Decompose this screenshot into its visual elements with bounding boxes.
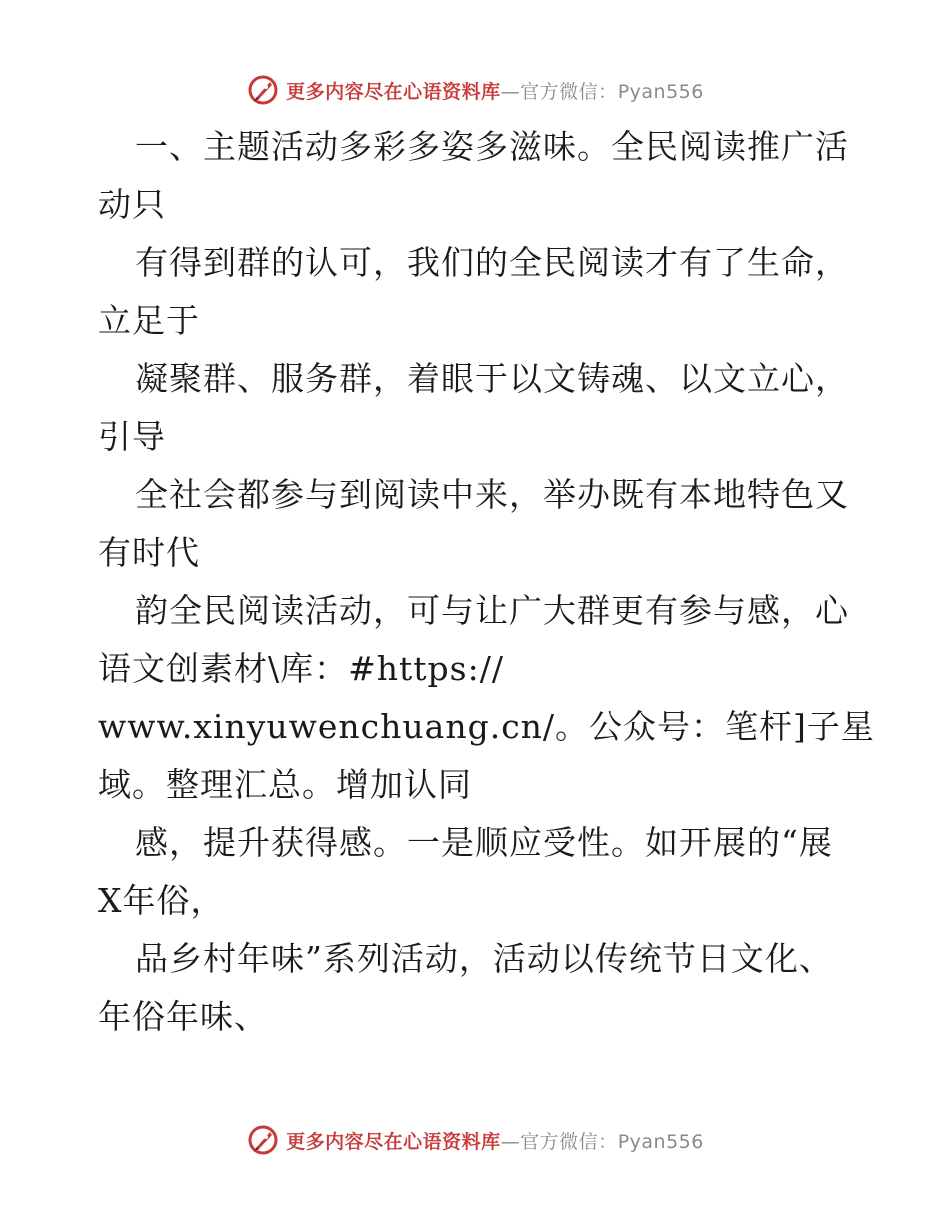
header-dash: — bbox=[500, 80, 521, 103]
body-line: X年俗， bbox=[98, 881, 225, 920]
body-line: 域。整理汇总。增加认同 bbox=[98, 765, 472, 804]
footer-banner-inner bbox=[246, 1123, 704, 1157]
footer-account: Pyan556 bbox=[617, 1130, 704, 1153]
header-brand: 更多内容尽在心语资料库 bbox=[286, 80, 501, 103]
header-banner-inner bbox=[246, 73, 704, 107]
body-line: 有时代 bbox=[98, 533, 200, 572]
header-account: Pyan556 bbox=[617, 80, 704, 103]
body-line: 全社会都参与到阅读中来，举办既有本地特色又 bbox=[135, 475, 849, 514]
footer-banner bbox=[0, 1120, 950, 1160]
quill-pen-circle-icon bbox=[246, 1123, 280, 1157]
body-line: 品乡村年味”系列活动，活动以传统节日文化、 bbox=[135, 939, 833, 978]
body-line: 年俗年味、 bbox=[98, 997, 268, 1036]
document-body bbox=[98, 118, 875, 1046]
body-line: www.xinyuwenchuang.cn/。公众号：笔杆]子星 bbox=[98, 707, 875, 746]
body-line: 一、主题活动多彩多姿多滋味。全民阅读推广活 bbox=[135, 127, 849, 166]
body-line: 语文创素材\库：#https:// bbox=[98, 649, 504, 688]
footer-brand: 更多内容尽在心语资料库 bbox=[286, 1130, 501, 1153]
body-line: 立足于 bbox=[98, 301, 200, 340]
header-wechat-label: 官方微信： bbox=[520, 80, 618, 103]
header-text bbox=[286, 77, 704, 104]
footer-text bbox=[286, 1127, 704, 1154]
body-line: 韵全民阅读活动，可与让广大群更有参与感，心 bbox=[135, 591, 849, 630]
quill-pen-circle-icon bbox=[246, 73, 280, 107]
body-line: 动只 bbox=[98, 185, 166, 224]
body-line: 感，提升获得感。一是顺应受性。如开展的“展 bbox=[135, 823, 833, 862]
body-line: 凝聚群、服务群，着眼于以文铸魂、以文立心， bbox=[135, 359, 849, 398]
header-banner bbox=[0, 70, 950, 110]
body-line: 有得到群的认可，我们的全民阅读才有了生命， bbox=[135, 243, 849, 282]
footer-dash: — bbox=[500, 1130, 521, 1153]
body-line: 引导 bbox=[98, 417, 166, 456]
footer-wechat-label: 官方微信： bbox=[520, 1130, 618, 1153]
